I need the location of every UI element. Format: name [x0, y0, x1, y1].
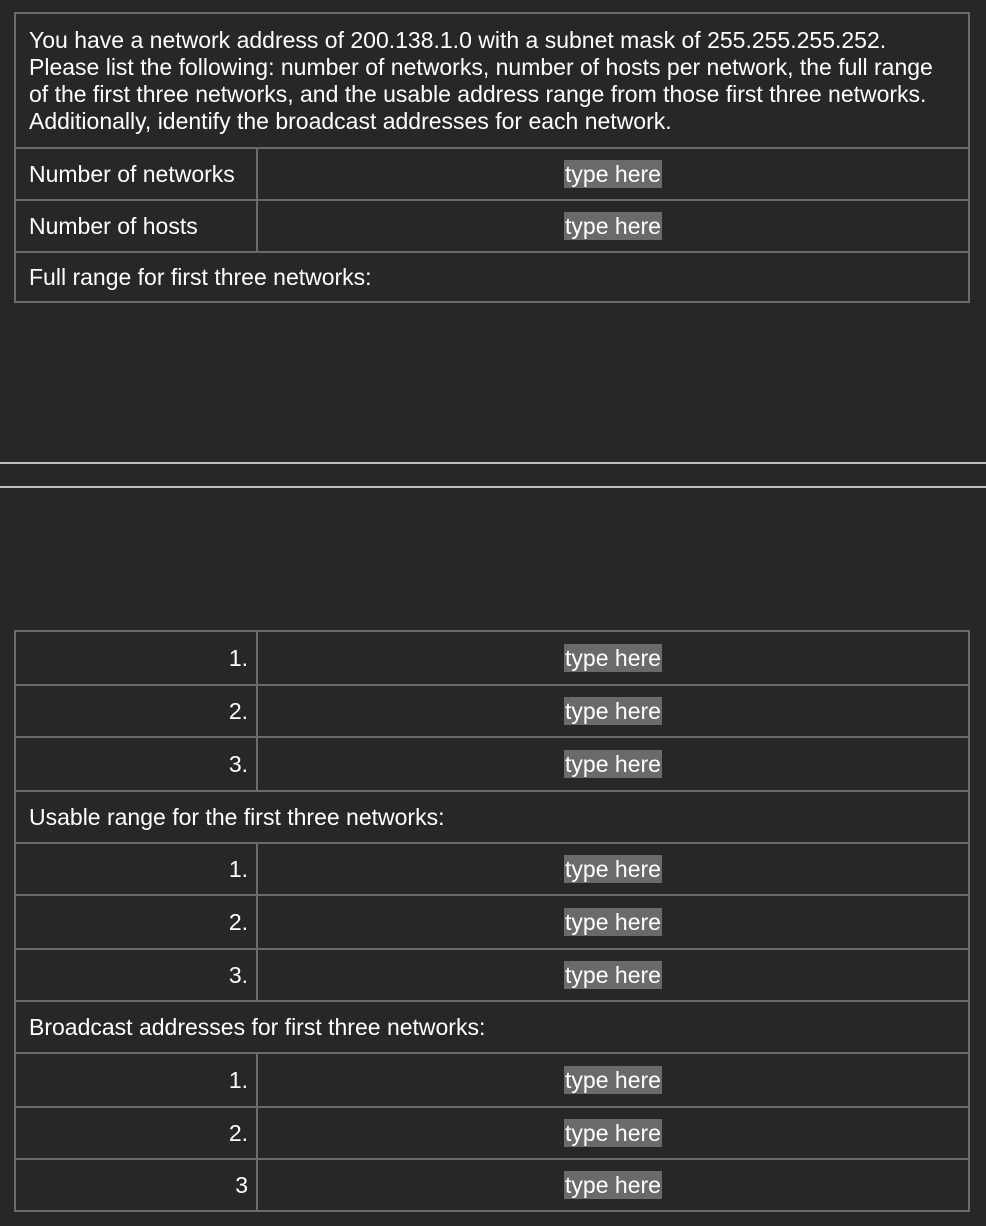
full-range-input-1[interactable]: type here — [565, 645, 661, 671]
question-text: You have a network address of 200.138.1.0 with a subnet mask of 255.255.255.252. Please list the following: number of networks, number of hosts per network, the full range of the first three networks, and the usable address range from those first three networks. Additionally, identify the broadcast addresses for each network. — [29, 27, 933, 134]
divider-line — [0, 462, 986, 464]
full-range-heading: Full range for first three networks: — [16, 251, 968, 301]
broadcast-input-2[interactable]: type here — [565, 1120, 661, 1146]
usable-range-input-3[interactable]: type here — [565, 962, 661, 988]
usable-range-cell — [258, 896, 968, 948]
divider-line — [0, 486, 986, 488]
usable-range-cell — [258, 844, 968, 894]
usable-range-row-number: 3. — [16, 950, 258, 1000]
broadcast-row-number: 2. — [16, 1108, 258, 1158]
broadcast-row — [16, 1052, 968, 1106]
full-range-input-3[interactable]: type here — [565, 751, 661, 777]
usable-range-row — [16, 894, 968, 948]
answer-table-bottom — [14, 630, 970, 1212]
usable-range-input-2[interactable]: type here — [565, 909, 661, 935]
full-range-row — [16, 684, 968, 736]
usable-range-row — [16, 948, 968, 1000]
number-of-hosts-row — [16, 199, 968, 251]
full-range-row-number: 2. — [16, 686, 258, 736]
usable-range-heading: Usable range for the first three networks: — [16, 790, 968, 842]
usable-range-input-1[interactable]: type here — [565, 856, 661, 882]
number-of-hosts-input[interactable]: type here — [565, 213, 661, 239]
full-range-row — [16, 736, 968, 790]
number-of-hosts-cell — [258, 201, 968, 251]
number-of-hosts-label: Number of hosts — [16, 201, 258, 251]
full-range-row-number: 3. — [16, 738, 258, 790]
full-range-cell — [258, 632, 968, 684]
full-range-cell — [258, 686, 968, 736]
full-range-input-2[interactable]: type here — [565, 698, 661, 724]
broadcast-cell — [258, 1054, 968, 1106]
number-of-networks-cell — [258, 149, 968, 199]
usable-range-row — [16, 842, 968, 894]
usable-range-row-number: 2. — [16, 896, 258, 948]
broadcast-row — [16, 1106, 968, 1158]
full-range-row-number: 1. — [16, 632, 258, 684]
broadcast-heading: Broadcast addresses for first three networks: — [16, 1000, 968, 1052]
usable-range-cell — [258, 950, 968, 1000]
question-table-top — [14, 12, 970, 303]
broadcast-cell — [258, 1160, 968, 1210]
full-range-cell — [258, 738, 968, 790]
full-range-row — [16, 632, 968, 684]
usable-range-row-number: 1. — [16, 844, 258, 894]
number-of-networks-row — [16, 147, 968, 199]
number-of-networks-label: Number of networks — [16, 149, 258, 199]
broadcast-input-3[interactable]: type here — [565, 1172, 661, 1198]
broadcast-row-number: 1. — [16, 1054, 258, 1106]
number-of-networks-input[interactable]: type here — [565, 161, 661, 187]
broadcast-row — [16, 1158, 968, 1210]
broadcast-cell — [258, 1108, 968, 1158]
broadcast-row-number: 3 — [16, 1160, 258, 1210]
broadcast-input-1[interactable]: type here — [565, 1067, 661, 1093]
